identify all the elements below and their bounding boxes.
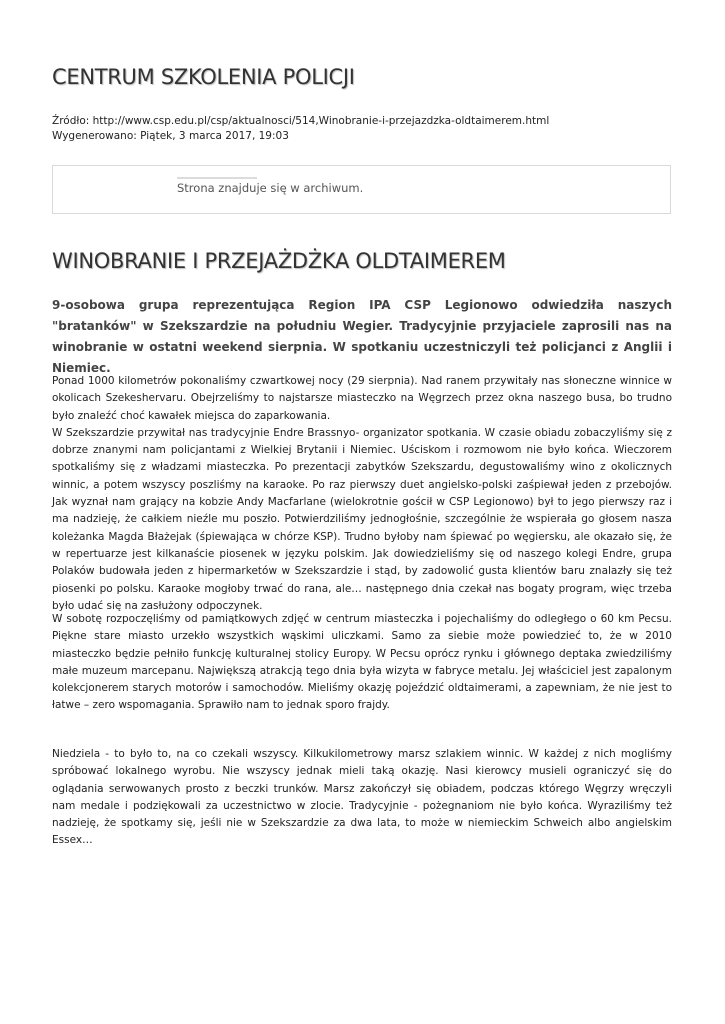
archive-message: Strona znajduje się w archiwum. (177, 181, 364, 195)
article-lead: 9-osobowa grupa reprezentująca Region IPA CSP Legionowo odwiedziła naszych "bratanków" w Szekszardzie na południu Wegier. Tradycyjnie przyjaciele zaprosili nas na winobranie w ostatni weekend sierpnia. W spotkaniu uczestniczyli też policjanci z Anglii i Niemiec. (52, 298, 672, 375)
article-title: WINOBRANIE I PRZEJAŻDŻKA OLDTAIMEREM (52, 249, 506, 273)
site-title: CENTRUM SZKOLENIA POLICJI (52, 65, 355, 89)
source-url[interactable]: Źródło: http://www.csp.edu.pl/csp/aktualnosci/514,Winobranie-i-przejazdzka-oldtaimerem.html (52, 115, 550, 127)
archive-divider (177, 177, 257, 179)
article-paragraph-2: W sobotę rozpoczęliśmy od pamiątkowych zdjęć w centrum miasteczka i pojechaliśmy do odległego o 60 km Pecsu. Piękne stare miasto urzekło wszystkich wąskimi uliczkami. Samo za siebie może powiedzieć to, że w 2010 miasteczko będzie pełniło funkcję kulturalnej stolicy Europy. W Pecsu oprócz rynku i głównego deptaka zwiedziliśmy małe muzeum marcepanu. Największą atrakcją tego dnia była wizyta w fabryce metalu. Jej właściciel jest zapalonym kolekcjonerem starych motorów i samochodów. Mieliśmy okazję pojeździć oldtaimerami, a zapewniam, że nie jest to łatwe – zero wspomagania. Sprawiło nam to jednak sporo frajdy. (52, 613, 672, 712)
archive-notice (52, 165, 671, 214)
generated-date: Wygenerowano: Piątek, 3 marca 2017, 19:03 (52, 130, 289, 142)
document-meta (52, 114, 549, 144)
article-paragraph-3: Niedziela - to było to, na co czekali wszyscy. Kilkukilometrowy marsz szlakiem winnic. W każdej z nich mogliśmy spróbować lokalnego wyrobu. Nie wszyscy jednak mieli taką okazję. Nasi kierowcy musieli ograniczyć się do oglądania serwowanych prosto z beczki trunków. Marsz zakończył się obiadem, podczas którego Węgrzy wręczyli nam medale i podziękowali za uczestnictwo w zlocie. Tradycyjnie - pożegnaniom nie było końca. Wyraziliśmy też nadzieję, że spotkamy się, jeśli nie w Szekszardzie za dwa lata, to może w niemieckim Schweich albo angielskim Essex… (52, 748, 672, 847)
article-paragraph-1: Ponad 1000 kilometrów pokonaliśmy czwartkowej nocy (29 sierpnia). Nad ranem przywitały nas słoneczne winnice w okolicach Szekeshervaru. Obejrzeliśmy to najstarsze miasteczko na Węgrzech przez okna naszego busa, bo trudno było znaleźć choć kawałek miejsca do zaparkowania. W Szekszardzie przywitał nas tradycyjnie Endre Brassnyo- organizator spotkania. W czasie obiadu zobaczyliśmy się z dobrze znanymi nam policjantami z Wielkiej Brytanii i Niemiec. Uściskom i rozmowom nie było końca. Wieczorem spotkaliśmy się z władzami miasteczka. Po prezentacji zabytków Szekszardu, degustowaliśmy wino z okolicznych winnic, a potem wszyscy poszliśmy na karaoke. Po raz pierwszy duet angielsko-polski zaśpiewał jeden z przebojów. Jak wyznał nam grający na kobzie Andy Macfarlane (wielokrotnie gościł w CSP Legionowo) był to jego pierwszy raz i ma nadzieję, że całkiem nieźle mu poszło. Potwierdziliśmy jednogłośnie, szczególnie że wspierała go głosem nasza koleżanka Magda Błażejak (śpiewająca w chórze KSP). Trudno byłoby nam śpiewać po węgiersku, ale okazało się, że w repertuarze jest kilkanaście piosenek w języku polskim. Jak dowiedzieliśmy się od naszego kolegi Endre, grupa Polaków budowała jeden z hipermarketów w Szekszardzie i stąd, by zadowolić gusta klientów baru znalazły się też piosenki po polsku. Karaoke mogłoby trwać do rana, ale… następnego dnia czekał nas bogaty program, więc trzeba było udać się na zasłużony odpoczynek. (52, 375, 672, 612)
